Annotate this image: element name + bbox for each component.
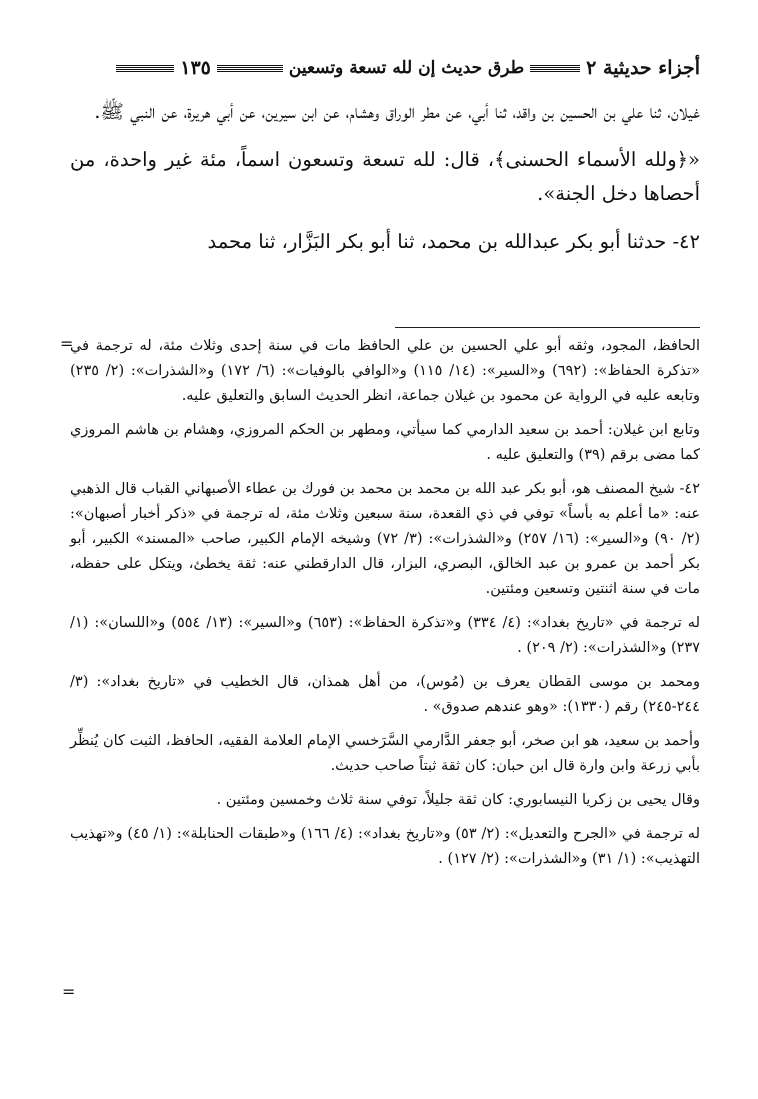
footnote-continues-mark: = xyxy=(62,982,76,1001)
main-text xyxy=(70,95,700,273)
hadith-text: «﴿ولله الأسماء الحسنى﴾، قال: لله تسعة وتسعون اسماً، مئة غير واحدة، من أحصاها دخل الجنة». xyxy=(70,148,700,205)
header-rule xyxy=(217,65,283,72)
footnote-paragraph: وقال يحيى بن زكريا النيسابوري: كان ثقة جليلاً، توفي سنة ثلاث وخمسين ومئتين . xyxy=(216,792,700,808)
footnote-paragraph: ومحمد بن موسى القطان يعرف بن (مُوس)، من أهل همذان، قال الخطيب في «تاريخ بغداد»: (٣/ ٢٤٤-٢٤٥) رقم (١٣٣٠): «وهو عندهم صدوق» . xyxy=(70,674,701,715)
header-rule xyxy=(116,65,174,72)
page-number: ١٣٥ xyxy=(180,57,211,79)
chapter-title: طرق حديث إن لله تسعة وتسعين xyxy=(288,58,525,78)
footnote-continuation-mark: = xyxy=(60,334,74,353)
book-title: أجزاء حديثية ٢ xyxy=(586,57,700,79)
footnotes xyxy=(70,334,700,881)
running-header xyxy=(70,52,700,84)
footnote-paragraph: له ترجمة في «الجرح والتعديل»: (٢/ ٥٣) و«تاريخ بغداد»: (٤/ ١٦٦) و«طبقات الحنابلة»: (١/ ٤٥) و«تهذيب التهذيب»: (١/ ٣١) و«الشذرات»: (٢/ ١٢٧) . xyxy=(70,826,700,867)
footnote-paragraph: وأحمد بن سعيد، هو ابن صخر، أبو جعفر الدَّارمي السَّرَخسي الإمام العلامة الفقيه، الحافظ، الثبت كان يُنظِّر بأبي زرعة وابن وارة قال ابن حبان: كان ثقة ثبتاً صاحب حديث. xyxy=(70,733,700,774)
main-paragraph: غيلان، ثنا علي بن الحسين بن واقد، ثنا أبي، عن مطر الوراق وهشام، عن ابن سيرين، عن أبي هريرة، عن النبي ﷺ. xyxy=(94,100,700,123)
header-rule xyxy=(530,65,580,72)
footnote-divider xyxy=(395,327,700,328)
footnote-paragraph: ٤٢- شيخ المصنف هو، أبو بكر عبد الله بن محمد بن محمد بن فورك بن عطاء الأصبهاني القباب قال الذهبي عنه: «ما أعلم به بأساً» توفي في ذي القعدة، سنة سبعين وثلاث مئة، له ترجمة في «ذكر أخبار أصبهان»: (٢/ ٩٠) و«السير»: (١٦/ ٢٥٧) و«الشذرات»: (٣/ ٧٢) وشيخه الإمام الكبير، صاحب «المسند» الكبير، أبو بكر أحمد بن عمرو بن عبد الخالق، البصري، البزار، قال الدارقطني عنه: ثقة يخطئ، ويتكل على حفظه، مات في سنة اثنتين وتسعين ومئتين. xyxy=(70,481,701,597)
footnote-paragraph: له ترجمة في «تاريخ بغداد»: (٤/ ٣٣٤) و«تذكرة الحفاظ»: (٦٥٣) و«السير»: (١٣/ ٥٥٤) و«اللسان»: (١/ ٢٣٧) و«الشذرات»: (٢/ ٢٠٩) . xyxy=(70,615,700,656)
footnote-paragraph: الحافظ، المجود، وثقه أبو علي الحسين بن علي الحافظ مات في سنة إحدى وثلاث مئة، له ترجمة في «تذكرة الحفاظ»: (٦٩٢) و«السير»: (١٤/ ١١٥) و«الوافي بالوفيات»: (٦/ ١٧٢) و«الشذرات»: (٢/ ٢٣٥) وتابعه عليه في الرواية عن محمود بن غيلان جماعة، انظر الحديث السابق والتعليق عليه. xyxy=(70,338,701,404)
main-paragraph: ٤٢- حدثنا أبو بكر عبدالله بن محمد، ثنا أبو بكر البَزَّار، ثنا محمد xyxy=(207,230,700,253)
footnote-paragraph: وتابع ابن غيلان: أحمد بن سعيد الدارمي كما سيأتي، ومطهر بن الحكم المروزي، وهشام بن هاشم المروزي كما مضى برقم (٣٩) والتعليق عليه . xyxy=(70,422,700,463)
